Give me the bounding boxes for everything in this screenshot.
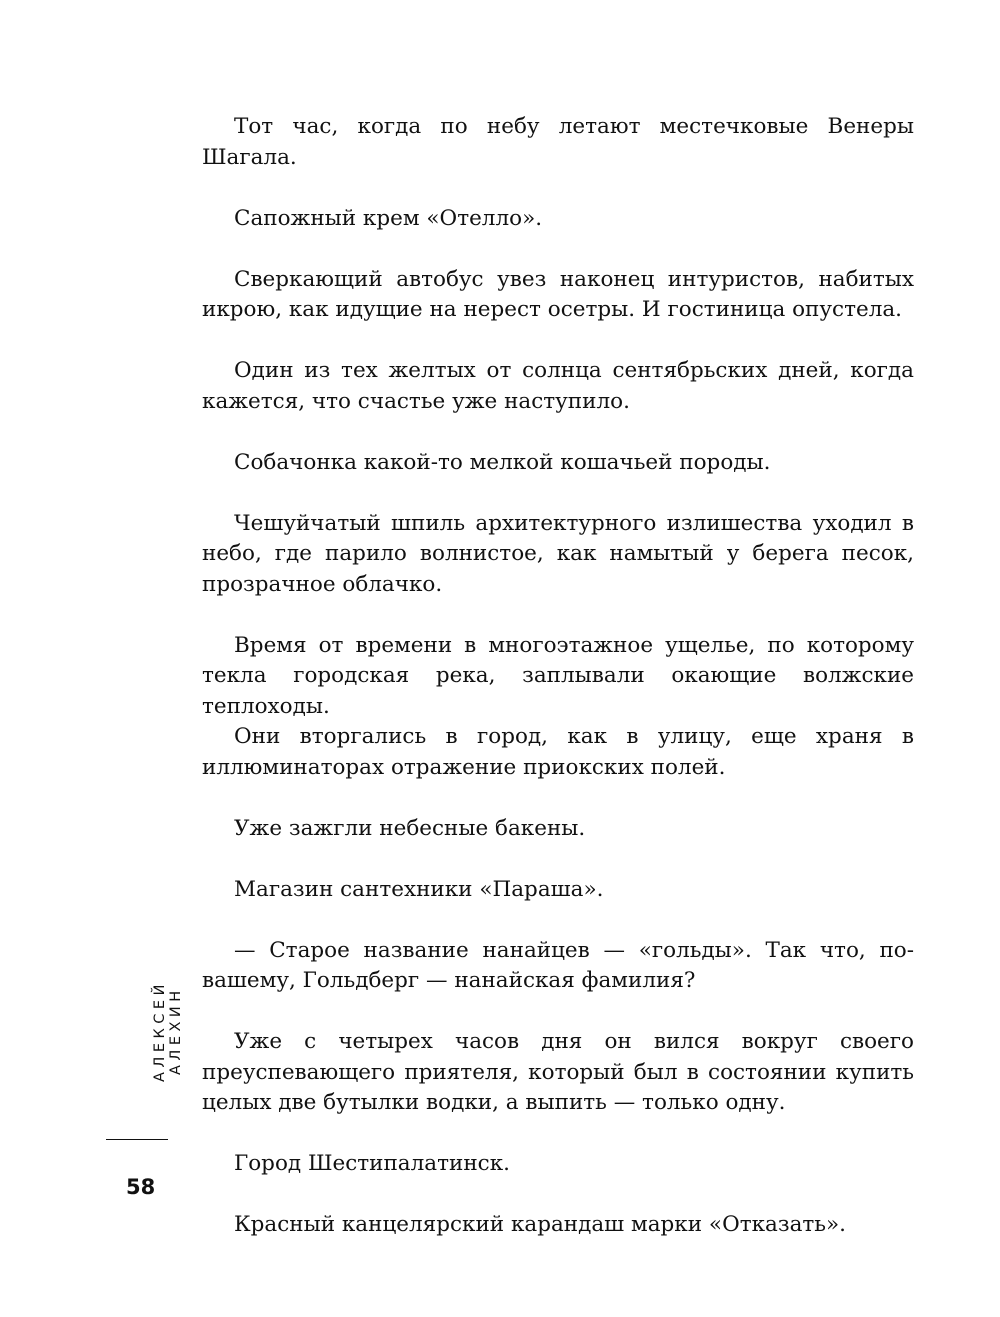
paragraph: Магазин сантехники «Параша». bbox=[234, 876, 604, 902]
paragraph: Тот час, когда по небу летают местечковые Венеры Шагала. bbox=[202, 114, 914, 170]
paragraph: Один из тех желтых от солнца сентябрьских дней, когда кажется, что счастье уже наступило. bbox=[202, 358, 914, 414]
paragraph: Уже с четырех часов дня он вился вокруг своего преуспевающего приятеля, который был в состоянии купить целых две бутылки водки, а выпить — только одну. bbox=[202, 1029, 914, 1115]
paragraph: Красный канцелярский карандаш марки «Отказать». bbox=[234, 1212, 846, 1237]
paragraph: — Старое название нанайцев — «гольды». Так что, по-вашему, Гольдберг — нанайская фамилия? bbox=[202, 937, 914, 993]
body-text bbox=[202, 112, 914, 1241]
paragraph: Собачонка какой-то мелкой кошачьей породы. bbox=[234, 449, 771, 475]
paragraph: Сверкающий автобус увез наконец интуристов, набитых икрою, как идущие на нерест осетры. И гостиница опустела. bbox=[202, 266, 914, 322]
paragraph: Город Шестипалатинск. bbox=[234, 1151, 510, 1176]
folio-divider bbox=[106, 1139, 168, 1140]
running-head-author: АЛЕКСЕЙ АЛЕХИН bbox=[152, 980, 184, 1082]
paragraph: Уже зажгли небесные бакены. bbox=[234, 815, 586, 841]
paragraph: Они вторгались в город, как в улицу, еще храня в иллюминаторах отражение приокских полей. bbox=[202, 724, 914, 780]
paragraph: Время от времени в многоэтажное ущелье, по которому текла городская река, заплывали окающие волжские теплоходы. bbox=[202, 632, 914, 719]
paragraph: Сапожный крем «Отелло». bbox=[234, 205, 543, 231]
page-number: 58 bbox=[126, 1175, 156, 1199]
paragraph: Чешуйчатый шпиль архитектурного излишества уходил в небо, где парило волнистое, как намытый у берега песок, прозрачное облачко. bbox=[202, 510, 914, 597]
